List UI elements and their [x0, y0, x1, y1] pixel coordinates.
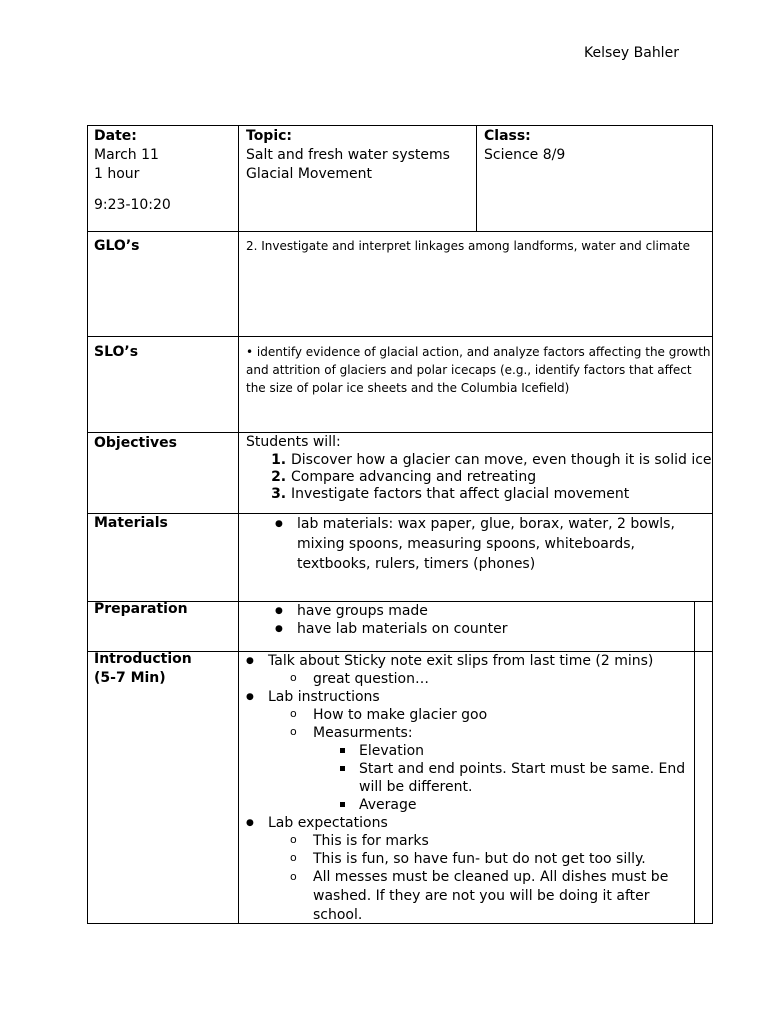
materials-list	[246, 514, 712, 574]
glo-text: 2. Investigate and interpret linkages among landforms, water and climate	[238, 231, 712, 336]
objectives-intro: Students will:	[246, 434, 341, 450]
topic-line: Salt and fresh water systems	[246, 147, 450, 163]
slo-text: • identify evidence of glacial action, and analyze factors affecting the growth and attrition of glaciers and polar icecaps (e.g., identify factors that affect the size of polar ice sheets and the Columbia Icefield)	[238, 337, 712, 432]
preparation-cell	[238, 602, 712, 651]
class-cell	[476, 126, 712, 231]
objectives-label: Objectives	[94, 435, 177, 451]
introduction-item-text: Lab expectations	[268, 815, 388, 831]
objectives-cell	[238, 433, 712, 513]
introduction-sublist	[268, 670, 698, 688]
date-line: 9:23-10:20	[94, 197, 171, 213]
introduction-item	[268, 652, 698, 688]
materials-label: Materials	[94, 515, 168, 531]
introduction-time: (5-7 Min)	[94, 670, 166, 686]
glo-label: GLO’s	[94, 238, 140, 254]
preparation-item: ● have lab materials on counter	[297, 620, 712, 638]
introduction-cell	[238, 652, 712, 923]
header-row	[87, 125, 713, 232]
materials-row	[87, 514, 713, 602]
preparation-label: Preparation	[94, 601, 188, 617]
measurements-list	[313, 742, 694, 814]
preparation-side-column	[694, 602, 712, 651]
objectives-row	[87, 433, 713, 514]
introduction-side-column	[694, 652, 712, 923]
material-item: ● lab materials: wax paper, glue, borax, water, 2 bowls, mixing spoons, measuring spoons, whiteboards, textbooks, rulers, timers (phones)	[297, 514, 712, 574]
introduction-subitem: o This is fun, so have fun- but do not get too silly.	[313, 850, 673, 868]
preparation-row	[87, 602, 713, 652]
materials-cell	[238, 514, 712, 601]
measurement-item: Elevation	[359, 742, 694, 760]
introduction-item	[268, 814, 698, 925]
introduction-sublist	[268, 832, 673, 925]
objective-item: 2. Compare advancing and retreating	[291, 469, 712, 486]
class-label: Class:	[484, 128, 531, 144]
introduction-label-block	[94, 650, 234, 688]
introduction-row	[87, 652, 713, 924]
objectives-list	[246, 452, 712, 503]
introduction-list	[246, 652, 698, 925]
preparation-item: ● have groups made	[297, 602, 712, 620]
introduction-item-text: Lab instructions	[268, 689, 380, 705]
introduction-item-text: Talk about Sticky note exit slips from last time (2 mins)	[268, 653, 654, 669]
topic-label: Topic:	[246, 128, 293, 144]
date-line: March 11	[94, 147, 159, 163]
introduction-subitem	[313, 724, 698, 814]
introduction-item	[268, 688, 698, 814]
author-name: Kelsey Bahler	[584, 45, 679, 61]
date-cell	[94, 126, 234, 215]
glo-row	[87, 231, 713, 337]
introduction-sublist	[268, 706, 698, 814]
introduction-subitem-text: Measurments:	[313, 725, 413, 741]
objective-item: 1. Discover how a glacier can move, even though it is solid ice	[291, 452, 712, 469]
preparation-list	[246, 602, 712, 638]
introduction-subitem: o How to make glacier goo	[313, 706, 698, 724]
topic-cell	[238, 126, 476, 231]
introduction-label: Introduction	[94, 651, 192, 667]
introduction-subitem: o This is for marks	[313, 832, 673, 850]
measurement-item: Start and end points. Start must be same. End will be different.	[359, 760, 694, 796]
introduction-subitem: o great question…	[313, 670, 698, 688]
introduction-subitem: o All messes must be cleaned up. All dishes must be washed. If they are not you will be doing it after school.	[313, 868, 673, 925]
topic-line: Glacial Movement	[246, 166, 372, 182]
slo-row	[87, 337, 713, 433]
slo-label: SLO’s	[94, 344, 139, 360]
objective-item: 3. Investigate factors that affect glacial movement	[291, 486, 712, 503]
date-line: 1 hour	[94, 166, 140, 182]
class-value: Science 8/9	[484, 147, 566, 163]
date-label: Date:	[94, 128, 137, 144]
measurement-item: Average	[359, 796, 694, 814]
